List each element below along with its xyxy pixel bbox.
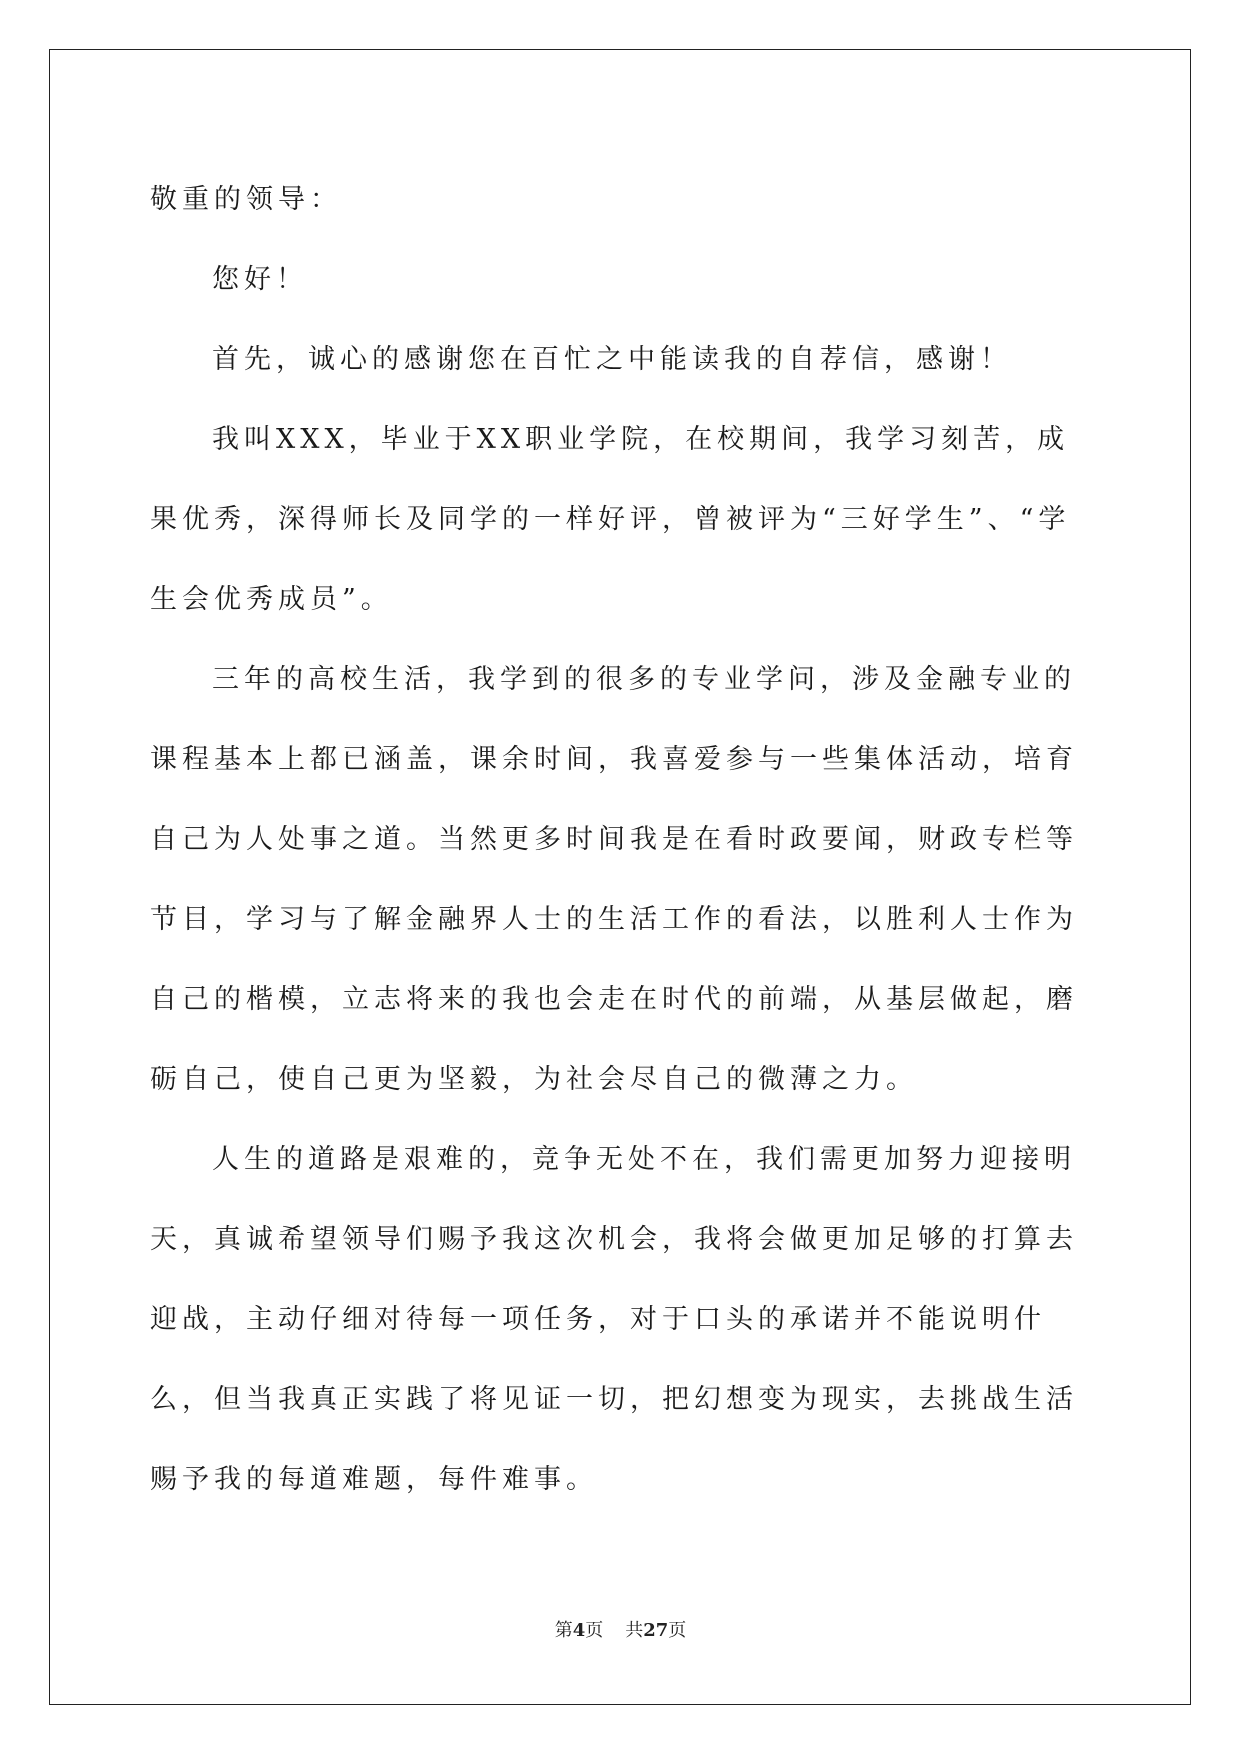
- greeting: 您好！: [212, 264, 308, 295]
- paragraph-closing: 人生的道路是艰难的，竞争无处不在，我们需更加努力迎接明天，真诚希望领导们赐予我这次机会，我将会做更加足够的打算去迎战，主动仔细对待每一项任务，对于口头的承诺并不能说明什么，但当我真正实践了将见证一切，把幻想变为现实，去挑战生活赐予我的每道难题，每件难事。: [150, 1144, 1078, 1495]
- page-number: 4: [572, 1620, 586, 1641]
- paragraph-thanks: 首先，诚心的感谢您在百忙之中能读我的自荐信，感谢！: [212, 344, 1012, 375]
- total-suffix: 页: [668, 1620, 687, 1641]
- total-pages: 27: [643, 1620, 669, 1641]
- letter-body: [150, 160, 1090, 1520]
- salutation: 敬重的领导：: [150, 184, 342, 215]
- total-prefix: 共: [625, 1620, 644, 1641]
- page-prefix: 第: [554, 1620, 573, 1641]
- paragraph-introduction: 我叫XXX，毕业于XX职业学院，在校期间，我学习刻苦，成果优秀，深得师长及同学的一样好评，曾被评为“三好学生”、“学生会优秀成员”。: [150, 424, 1071, 615]
- page-suffix: 页: [585, 1620, 604, 1641]
- paragraph-college-life: 三年的高校生活，我学到的很多的专业学问，涉及金融专业的课程基本上都已涵盖，课余时间，我喜爱参与一些集体活动，培育自己为人处事之道。当然更多时间我是在看时政要闻，财政专栏等节目，学习与了解金融界人士的生活工作的看法，以胜利人士作为自己的楷模，立志将来的我也会走在时代的前端，从基层做起，磨砺自己，使自己更为坚毅，为社会尽自己的微薄之力。: [150, 664, 1078, 1095]
- page-footer: [0, 1616, 1241, 1642]
